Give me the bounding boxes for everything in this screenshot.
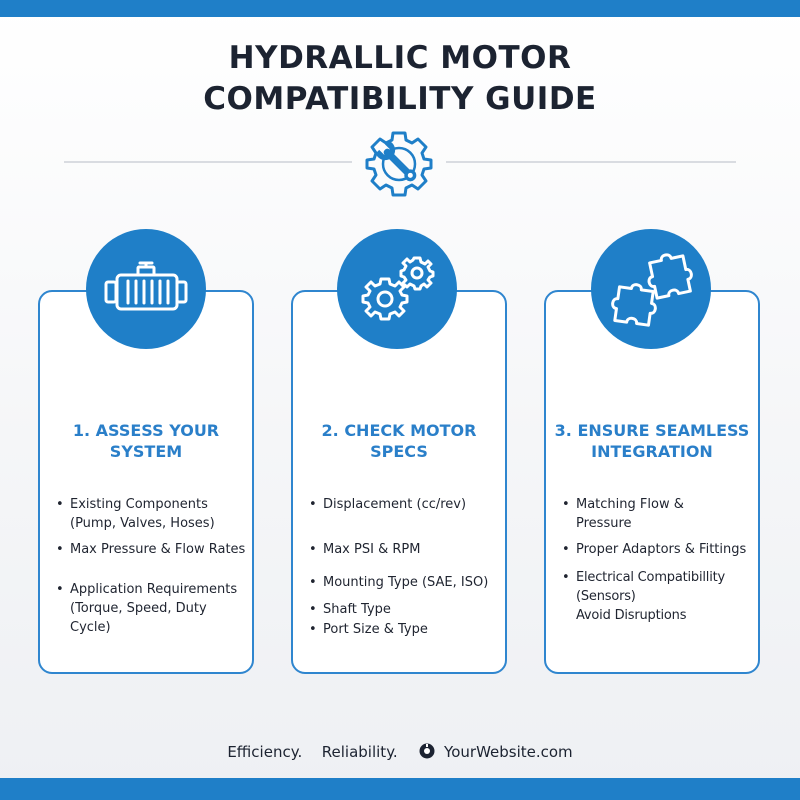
- motor-icon: [86, 229, 206, 349]
- list-item: • Mounting Type (SAE, ISO): [309, 573, 501, 592]
- list-item-line-1: Port Size & Type: [323, 622, 428, 637]
- wrench-gear-icon: [362, 128, 436, 200]
- list-item-line-1: Displacement (cc/rev): [323, 497, 467, 512]
- tagline-reliability: Reliability.: [321, 743, 398, 761]
- card-list: [40, 292, 252, 672]
- gears-badge: [337, 229, 457, 349]
- list-item-line-1: Matching Flow &: [576, 497, 684, 512]
- title-line-2: COMPATIBILITY GUIDE: [203, 81, 597, 117]
- divider-right: [446, 161, 736, 163]
- page-title: [0, 38, 800, 120]
- list-item-line-1: Electrical Compatibillity (Sensors): [576, 570, 725, 604]
- card-title-line-1: 2. CHECK MOTOR: [321, 421, 477, 440]
- list-item-line-1: Application Requirements: [70, 582, 238, 597]
- list-item-line-2: Pressure: [576, 516, 632, 531]
- list-item-line-2: Avoid Disruptions: [576, 608, 687, 623]
- bottom-accent-bar: [0, 778, 800, 800]
- list-item: • Port Size & Type: [309, 620, 501, 639]
- gears-icon: [337, 229, 457, 349]
- list-item: • Shaft Type: [309, 600, 501, 619]
- list-item-line-1: Existing Components: [70, 497, 208, 512]
- list-item-line-2: (Pump, Valves, Hoses): [70, 516, 215, 531]
- top-accent-bar: [0, 0, 800, 17]
- card-title-line-1: 3. ENSURE SEAMLESS: [554, 421, 750, 440]
- list-item: • Application Requirements (Torque, Speed, Duty Cycle): [56, 580, 248, 637]
- card-list: [293, 292, 505, 672]
- list-item: • Max Pressure & Flow Rates: [56, 540, 248, 559]
- list-item: • Max PSI & RPM: [309, 540, 501, 559]
- list-item-line-1: Max PSI & RPM: [323, 542, 421, 557]
- website-link[interactable]: YourWebsite.com: [444, 743, 573, 761]
- divider-left: [64, 161, 352, 163]
- list-item-line-1: Shaft Type: [323, 602, 391, 617]
- list-item: • Matching Flow & Pressure: [562, 495, 754, 533]
- list-item-line-1: Mounting Type (SAE, ISO): [323, 575, 489, 590]
- card-title-line-1: 1. ASSESS YOUR: [72, 421, 220, 440]
- globe-icon: [419, 743, 435, 759]
- list-item: • Proper Adaptors & Fittings: [562, 540, 754, 559]
- motor-badge: [86, 229, 206, 349]
- title-line-1: HYDRALLIC MOTOR: [228, 40, 572, 76]
- card-list: [546, 292, 758, 672]
- footer: [0, 741, 800, 763]
- list-item: • Electrical Compatibillity (Sensors) Avoid Disruptions: [562, 568, 758, 625]
- puzzle-icon: [591, 229, 711, 349]
- tagline-efficiency: Efficiency.: [227, 743, 303, 761]
- list-item: • Displacement (cc/rev): [309, 495, 501, 514]
- puzzle-badge: [591, 229, 711, 349]
- list-item: • Existing Components (Pump, Valves, Hoses): [56, 495, 248, 533]
- list-item-line-2: (Torque, Speed, Duty Cycle): [70, 601, 207, 635]
- card-title-line-2: SPECS: [370, 442, 428, 461]
- card-title-line-2: SYSTEM: [109, 442, 183, 461]
- list-item-line-1: Proper Adaptors & Fittings: [576, 542, 747, 557]
- card-title-line-2: INTEGRATION: [591, 442, 713, 461]
- list-item-line-1: Max Pressure & Flow Rates: [70, 542, 246, 557]
